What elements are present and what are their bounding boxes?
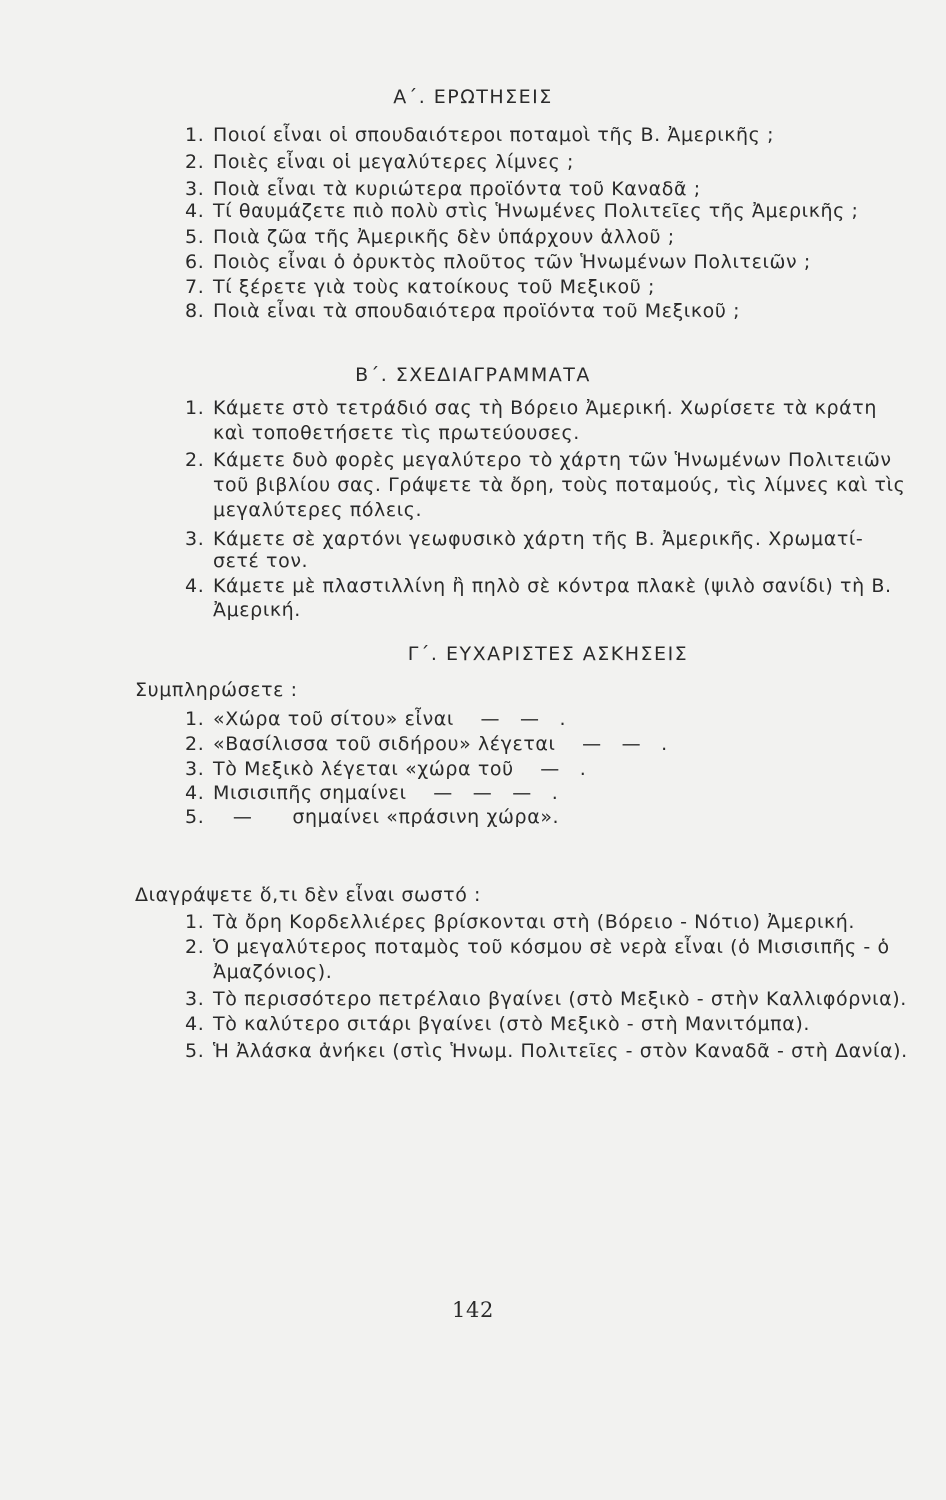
plan-3-cont: σετέ τον. (213, 550, 309, 572)
fill-label: Συμπληρώσετε : (135, 679, 298, 701)
strike-item-4: 4. Τὸ καλύτερο σιτάρι βγαίνει (στὸ Μεξικὸ - στὴ Μανιτόμπα). (185, 1013, 810, 1035)
question-8: 8. Ποιὰ εἶναι τὰ σπουδαιότερα προϊόντα τοῦ Μεξικοῦ ; (185, 300, 741, 322)
fill-item-1: 1. «Χώρα τοῦ σίτου» εἶναι — — . (185, 708, 567, 730)
plan-2-cont-2: μεγαλύτερες πόλεις. (213, 499, 423, 521)
plan-2: 2. Κάμετε δυὸ φορὲς μεγαλύτερο τὸ χάρτη τῶν Ἡνωμένων Πολιτειῶν (185, 449, 892, 471)
plan-4: 4. Κάμετε μὲ πλαστιλλίνη ἢ πηλὸ σὲ κόντρα πλακὲ (ψιλὸ σανίδι) τὴ Β. (185, 575, 892, 597)
question-3: 3. Ποιὰ εἶναι τὰ κυριώτερα προϊόντα τοῦ Καναδᾶ ; (185, 178, 701, 200)
plan-1: 1. Κάμετε στὸ τετράδιό σας τὴ Βόρειο Ἀμερική. Χωρίσετε τὰ κράτη (185, 397, 877, 419)
section-c-title: Γ΄. ΕΥΧΑΡΙΣΤΕΣ ΑΣΚΗΣΕΙΣ (407, 643, 689, 665)
plan-4-cont: Ἀμερική. (213, 599, 301, 621)
plan-3: 3. Κάμετε σὲ χαρτόνι γεωφυσικὸ χάρτη τῆς Β. Ἀμερικῆς. Χρωματί- (185, 528, 864, 550)
fill-item-4: 4. Μισισιπῆς σημαίνει — — — . (185, 782, 559, 804)
page-number: 142 (452, 1298, 494, 1322)
question-5: 5. Ποιὰ ζῶα τῆς Ἀμερικῆς δὲν ὑπάρχουν ἀλλοῦ ; (185, 226, 675, 248)
plan-2-cont-1: τοῦ βιβλίου σας. Γράψετε τὰ ὄρη, τοὺς ποταμούς, τὶς λίμνες καὶ τὶς (213, 474, 906, 496)
fill-item-5: 5. — σημαίνει «πράσινη χώρα». (185, 806, 560, 828)
strike-label: Διαγράψετε ὅ,τι δὲν εἶναι σωστό : (135, 884, 482, 906)
section-a-title: Α΄. ΕΡΩΤΗΣΕΙΣ (393, 86, 553, 108)
question-1: 1. Ποιοί εἶναι οἱ σπουδαιότεροι ποταμοὶ τῆς Β. Ἀμερικῆς ; (185, 124, 775, 146)
section-b-title: Β΄. ΣΧΕΔΙΑΓΡΑΜΜΑΤΑ (355, 364, 591, 386)
question-4: 4. Τί θαυμάζετε πιὸ πολὺ στὶς Ἡνωμένες Πολιτεῖες τῆς Ἀμερικῆς ; (185, 200, 859, 222)
question-2: 2. Ποιὲς εἶναι οἱ μεγαλύτερες λίμνες ; (185, 151, 575, 173)
plan-1-cont: καὶ τοποθετήσετε τὶς πρωτεύουσες. (213, 422, 580, 444)
strike-item-2-cont: Ἀμαζόνιος). (213, 961, 333, 983)
question-6: 6. Ποιὸς εἶναι ὁ ὀρυκτὸς πλοῦτος τῶν Ἡνωμένων Πολιτειῶν ; (185, 251, 811, 273)
strike-item-2: 2. Ὁ μεγαλύτερος ποταμὸς τοῦ κόσμου σὲ νερὰ εἶναι (ὁ Μισισιπῆς - ὁ (185, 936, 890, 958)
fill-item-2: 2. «Βασίλισσα τοῦ σιδήρου» λέγεται — — . (185, 733, 668, 755)
strike-item-1: 1. Τὰ ὄρη Κορδελλιέρες βρίσκονται στὴ (Βόρειο - Νότιο) Ἀμερική. (185, 911, 856, 933)
fill-item-3: 3. Τὸ Μεξικὸ λέγεται «χώρα τοῦ — . (185, 758, 587, 780)
strike-item-3: 3. Τὸ περισσότερο πετρέλαιο βγαίνει (στὸ Μεξικὸ - στὴν Καλλιφόρνια). (185, 988, 907, 1010)
question-7: 7. Τί ξέρετε γιὰ τοὺς κατοίκους τοῦ Μεξικοῦ ; (185, 276, 655, 298)
strike-item-5: 5. Ἡ Ἀλάσκα ἀνήκει (στὶς Ἡνωμ. Πολιτεῖες - στὸν Καναδᾶ - στὴ Δανία). (185, 1040, 908, 1062)
